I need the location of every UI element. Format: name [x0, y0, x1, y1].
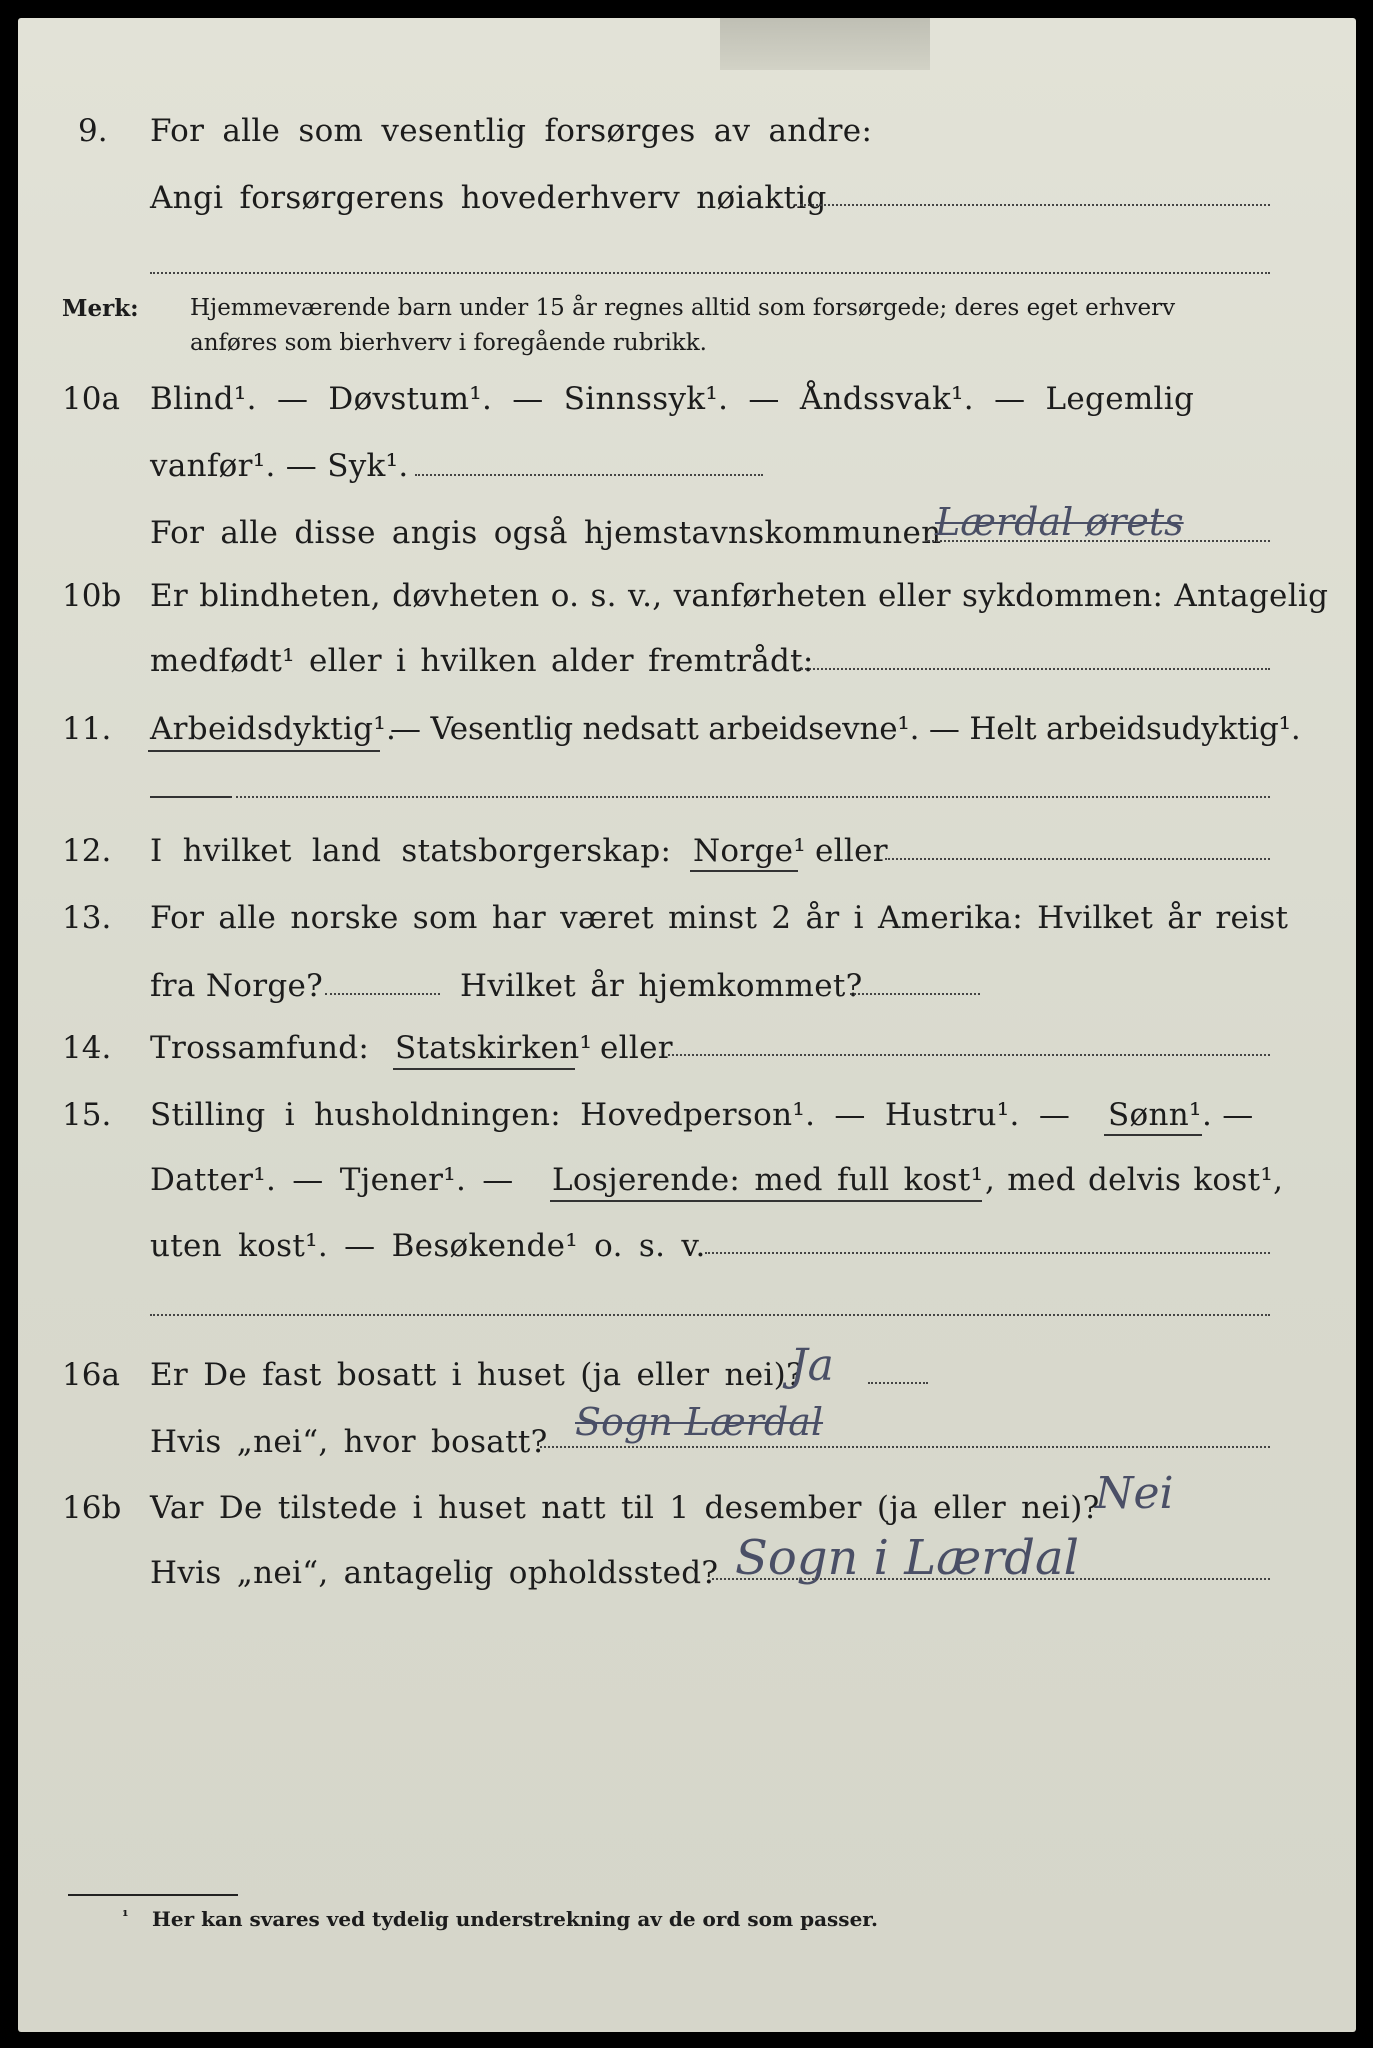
q13-number: 13. — [62, 900, 112, 936]
q10b-answer-line[interactable] — [798, 668, 1270, 670]
q16a-line1: Er De fast bosatt i huset (ja eller nei)? — [150, 1357, 803, 1393]
q16a-answer2-line[interactable] — [540, 1446, 1270, 1448]
footnote-mark: ¹ — [122, 1907, 129, 1925]
q16b-number: 16b — [62, 1490, 122, 1526]
q15-sonn-underline — [1104, 1134, 1202, 1136]
folded-corner — [720, 18, 930, 70]
q14-eller: eller — [600, 1030, 673, 1066]
q9-answer-line[interactable] — [795, 204, 1270, 206]
q14-handwritten-underline — [393, 1068, 575, 1070]
q16b-handwritten-answer2: Sogn i Lærdal — [735, 1530, 1079, 1586]
merk-label: Merk: — [62, 295, 139, 322]
footnote-text: Her kan svares ved tydelig understrekning av de ord som passer. — [152, 1907, 878, 1931]
q12-text: I hvilket land statsborgerskap: — [150, 833, 672, 869]
q12-underlined-option: Norge¹ — [693, 833, 807, 869]
q12-handwritten-underline — [690, 870, 798, 872]
q9-line1: For alle som vesentlig forsørges av andre: — [150, 113, 873, 149]
merk-line2: anføres som bierhverv i foregående rubrikk. — [190, 330, 707, 356]
q15-line2b: , med delvis kost¹, — [985, 1162, 1284, 1198]
q14-number: 14. — [62, 1030, 112, 1066]
q15-line1b: . — — [1202, 1097, 1254, 1133]
q9-answer-line-2[interactable] — [150, 272, 1270, 274]
q14-answer-line[interactable] — [668, 1054, 1270, 1056]
q16b-line2: Hvis „nei“, antagelig opholdssted? — [150, 1555, 719, 1591]
q11-underlined-option: Arbeidsdyktig¹. — [150, 711, 397, 747]
q9-line2: Angi forsørgerens hovederhverv nøiaktig — [150, 180, 827, 216]
q10a-line2: vanfør¹. — Syk¹. — [150, 448, 409, 484]
q11-answer-line[interactable] — [236, 796, 1270, 798]
q10b-line1: Er blindheten, døvheten o. s. v., vanførheten eller sykdommen: Antagelig — [150, 578, 1329, 614]
q11-other-options: — Vesentlig nedsatt arbeidsevne¹. — Helt arbeidsudyktig¹. — [390, 711, 1301, 747]
q16a-handwritten-answer1: Ja — [790, 1340, 834, 1391]
q16a-number: 16a — [62, 1357, 120, 1393]
q10a-line3: For alle disse angis også hjemstavnskommunen — [150, 515, 942, 551]
q13-hjemkommet-line[interactable] — [850, 993, 980, 995]
q15-line2a: Datter¹. — Tjener¹. — — [150, 1162, 514, 1198]
q13-reist-line[interactable] — [325, 993, 440, 995]
q15-line3: uten kost¹. — Besøkende¹ o. s. v. — [150, 1228, 706, 1264]
q16b-handwritten-answer1: Nei — [1095, 1468, 1174, 1519]
q15-underlined-losjerende: Losjerende: med full kost¹ — [552, 1162, 984, 1198]
q9-number: 9. — [78, 113, 108, 149]
q12-answer-line[interactable] — [885, 858, 1270, 860]
q11-handwritten-underline — [148, 750, 380, 752]
merk-line1: Hjemmeværende barn under 15 år regnes alltid som forsørgede; deres eget erhverv — [190, 295, 1176, 321]
q15-answer-line[interactable] — [705, 1252, 1270, 1254]
q12-eller: eller — [815, 833, 888, 869]
q11-number: 11. — [62, 711, 112, 747]
q16a-answer1-line[interactable] — [868, 1382, 928, 1384]
q13-line2a: fra Norge? — [150, 968, 324, 1004]
q11-short-rule — [150, 796, 232, 798]
q15-number: 15. — [62, 1097, 112, 1133]
q10b-line2: medfødt¹ eller i hvilken alder fremtrådt: — [150, 643, 814, 679]
q10a-line1: Blind¹. — Døvstum¹. — Sinnssyk¹. — Åndssvak¹. — Legemlig — [150, 381, 1195, 417]
q14-underlined-option: Statskirken¹ — [395, 1030, 593, 1066]
q15-losjerende-underline — [550, 1200, 982, 1202]
q10a-syk-line[interactable] — [415, 474, 763, 476]
q16a-handwritten-answer2: Sogn Lærdal — [575, 1400, 824, 1444]
q16a-line2: Hvis „nei“, hvor bosatt? — [150, 1424, 548, 1460]
footnote-rule — [68, 1894, 238, 1896]
q10a-number: 10a — [62, 381, 120, 417]
q10b-number: 10b — [62, 578, 122, 614]
q16b-line1: Var De tilstede i huset natt til 1 desember (ja eller nei)? — [150, 1490, 1100, 1526]
q15-line1a: Stilling i husholdningen: Hovedperson¹. — Hustru¹. — — [150, 1097, 1071, 1133]
q15-underlined-sonn: Sønn¹ — [1108, 1097, 1202, 1133]
q13-line1: For alle norske som har været minst 2 år i Amerika: Hvilket år reist — [150, 900, 1289, 936]
q15-answer-line-2[interactable] — [150, 1314, 1270, 1316]
q14-text: Trossamfund: — [150, 1030, 370, 1066]
q16b-answer2-line[interactable] — [712, 1578, 1270, 1580]
q12-number: 12. — [62, 833, 112, 869]
q10a-handwritten-answer: Lærdal ørets — [935, 500, 1184, 544]
q13-line2b: Hvilket år hjemkommet? — [460, 968, 863, 1004]
